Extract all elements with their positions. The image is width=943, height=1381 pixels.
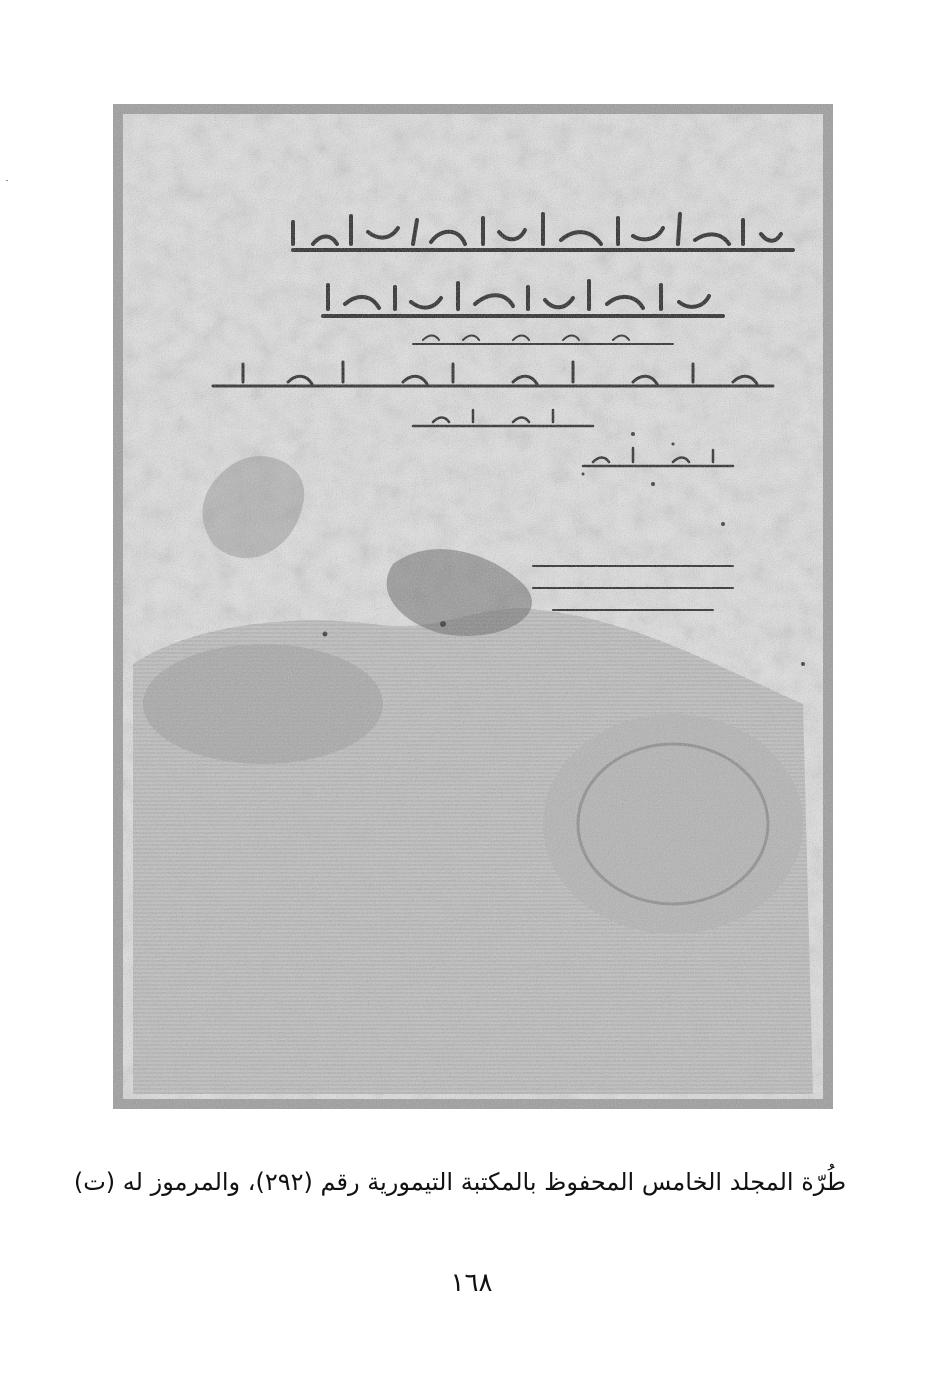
figure-caption: طُرّة المجلد الخامس المحفوظ بالمكتبة التيمورية رقم (٢٩٢)، والمرموز له (ت) [73, 1168, 847, 1196]
manuscript-photo-icon [113, 104, 833, 1109]
manuscript-title-page-image [113, 104, 833, 1109]
page-number: ١٦٨ [450, 1268, 493, 1298]
scan-edge-mark [6, 180, 8, 181]
